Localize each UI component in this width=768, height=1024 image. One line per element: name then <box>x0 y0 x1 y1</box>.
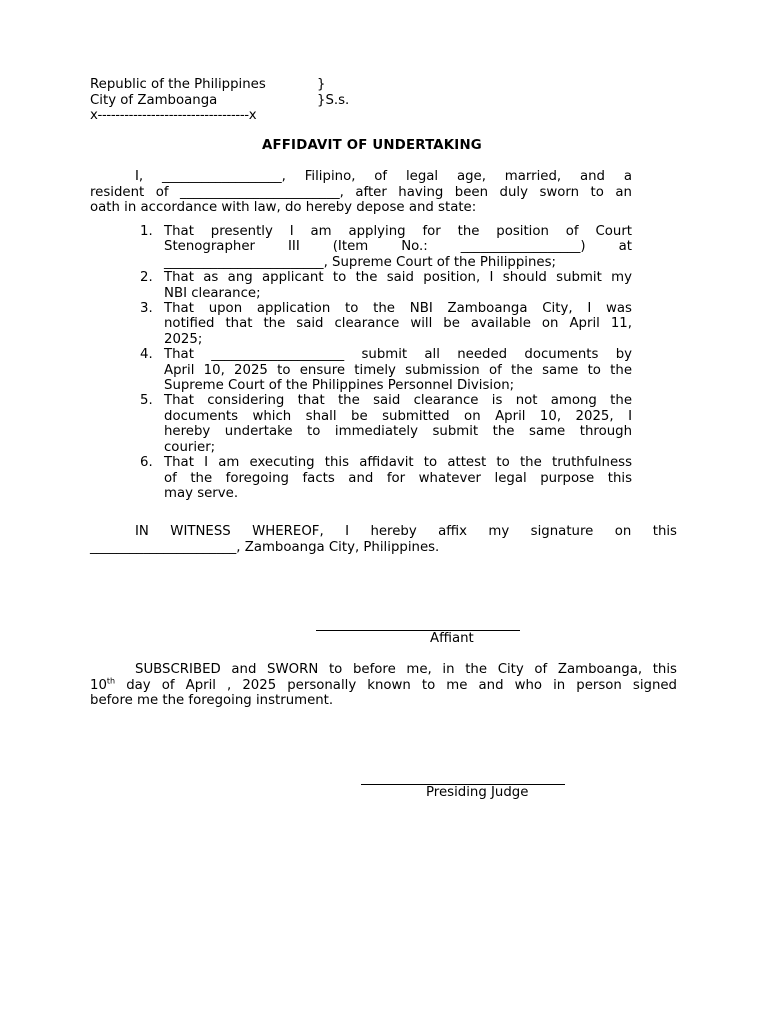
intro-line-1: I, __________________, Filipino, of legal age, married, and a <box>135 169 632 184</box>
list-item-line: That considering that the said clearance is not among the <box>164 393 632 409</box>
list-item-line: hereby undertake to immediately submit the same through <box>164 424 632 440</box>
header-ss: }S.s. <box>317 93 350 108</box>
list-item-text <box>164 224 632 270</box>
list-item-line: 2025; <box>164 331 203 347</box>
header-brace: } <box>317 77 326 92</box>
list-item-line: Supreme Court of the Philippines Personnel Division; <box>164 378 515 394</box>
subscribed-line-2-rest: day of April , 2025 personally known to me and who in person signed <box>115 678 677 693</box>
list-item-text <box>164 455 632 501</box>
list-item-text <box>164 393 632 455</box>
list-item-number: 6. <box>140 455 153 471</box>
header-city: City of Zamboanga <box>90 93 218 108</box>
affiant-signature-line <box>316 630 520 631</box>
list-item-line: notified that the said clearance will be available on April 11, <box>164 316 632 332</box>
list-item-line: That as ang applicant to the said position, I should submit my <box>164 270 632 286</box>
list-item-line: April 10, 2025 to ensure timely submission of the same to the <box>164 362 632 378</box>
document-title: AFFIDAVIT OF UNDERTAKING <box>262 138 482 153</box>
list-item-line: may serve. <box>164 485 239 501</box>
list-item-number: 2. <box>140 270 153 286</box>
subscribed-line-3: before me the foregoing instrument. <box>90 693 334 708</box>
header-republic: Republic of the Philippines <box>90 77 266 92</box>
subscribed-day-suffix: th <box>106 676 116 686</box>
list-item <box>90 393 632 455</box>
list-item <box>90 224 632 270</box>
subscribed-line-1: SUBSCRIBED and SWORN to before me, in the City of Zamboanga, this <box>135 662 677 677</box>
list-item-line: That I am executing this affidavit to attest to the truthfulness <box>164 455 632 471</box>
list-item-line: ________________________, Supreme Court of the Philippines; <box>164 254 557 270</box>
list-item-line: That upon application to the NBI Zamboanga City, I was <box>164 301 632 317</box>
intro-line-3: oath in accordance with law, do hereby depose and state: <box>90 200 477 215</box>
list-item-line: That presently I am applying for the position of Court <box>164 224 632 239</box>
witness-line-2: ______________________, Zamboanga City, Philippines. <box>90 540 440 555</box>
list-item-number: 3. <box>140 301 153 317</box>
witness-line-1: IN WITNESS WHEREOF, I hereby affix my signature on this <box>135 524 677 539</box>
list-item-text <box>164 270 632 301</box>
list-item <box>90 270 632 301</box>
list-item-line: of the foregoing facts and for whatever legal purpose this <box>164 470 632 486</box>
list-item-line: documents which shall be submitted on April 10, 2025, I <box>164 408 632 424</box>
list-item-line: That ____________________ submit all needed documents by <box>164 347 632 363</box>
subscribed-day: 10 <box>90 678 107 693</box>
list-item-number: 5. <box>140 393 153 409</box>
judge-label: Presiding Judge <box>426 785 529 800</box>
intro-line-2: resident of ________________________, after having been duly sworn to an <box>90 185 632 200</box>
list-item-number: 1. <box>140 224 153 239</box>
list-item-line: courier; <box>164 439 216 455</box>
header-separator: x----------------------------------x <box>90 108 257 123</box>
list-item <box>90 347 632 393</box>
list-item-text <box>164 347 632 393</box>
subscribed-line-2 <box>90 678 677 694</box>
list-item-number: 4. <box>140 347 153 363</box>
list-item <box>90 455 632 501</box>
statements-list <box>90 224 632 501</box>
list-item-line: Stenographer III (Item No.: __________________) at <box>164 239 632 255</box>
list-item-text <box>164 301 632 347</box>
affiant-label: Affiant <box>430 631 474 646</box>
list-item-line: NBI clearance; <box>164 285 261 301</box>
list-item <box>90 301 632 347</box>
